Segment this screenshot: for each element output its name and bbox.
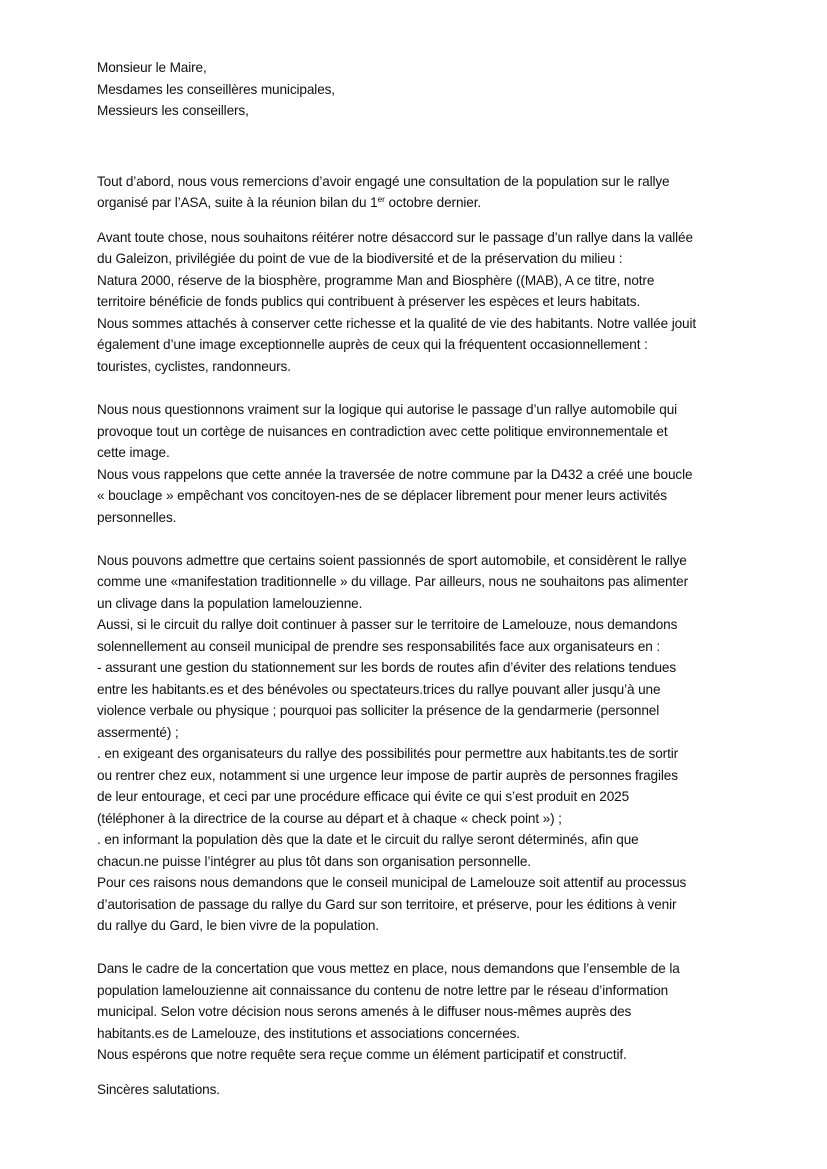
paragraph-line: Pour ces raisons nous demandons que le conseil municipal de Lamelouze soit attentif au processus: [97, 875, 687, 890]
paragraph-line: personnelles.: [97, 510, 177, 525]
paragraph-line: provoque tout un cortège de nuisances en contradiction avec cette politique environnementale et: [97, 424, 668, 439]
ordinal-superscript: er: [377, 194, 385, 204]
paragraph-line: entre les habitants.es et des bénévoles ou spectateurs.trices du rallye pouvant aller jusqu’à une: [97, 682, 661, 697]
paragraph-line: . en informant la population dès que la date et le circuit du rallye seront déterminés, afin que: [97, 832, 639, 847]
paragraph-line: du Galeizon, privilégiée du point de vue de la biodiversité et de la préservation du milieu :: [97, 251, 623, 266]
paragraph-line: Nous espérons que notre requête sera reçue comme un élément participatif et constructif.: [97, 1047, 627, 1062]
paragraph-line: Nous vous rappelons que cette année la traversée de notre commune par la D432 a créé une boucle: [97, 467, 693, 482]
paragraph-line: - assurant une gestion du stationnement sur les bords de routes afin d’éviter des relations tendues: [97, 660, 677, 675]
paragraph-line: ou rentrer chez eux, notamment si une urgence leur impose de partir auprès de personnes fragiles: [97, 768, 678, 783]
paragraph-line: . en exigeant des organisateurs du rallye des possibilités pour permettre aux habitants.tes de sortir: [97, 746, 679, 761]
paragraph-line: cette image.: [97, 445, 170, 460]
paragraph-line: un clivage dans la population lamelouzienne.: [97, 596, 363, 611]
salutation-line: Monsieur le Maire,: [97, 60, 207, 75]
paragraph-line: solennellement au conseil municipal de prendre ses responsabilités face aux organisateurs en :: [97, 639, 661, 654]
paragraph-line: Aussi, si le circuit du rallye doit continuer à passer sur le territoire de Lamelouze, nous demandons: [97, 617, 678, 632]
paragraph-line: territoire bénéficie de fonds publics qui contribuent à préserver les espèces et leurs habitats.: [97, 294, 641, 309]
intro-line: [97, 195, 481, 211]
paragraph-line: Nous sommes attachés à conserver cette richesse et la qualité de vie des habitants. Notre vallée jouit: [97, 316, 697, 331]
paragraph-line: également d’une image exceptionnelle auprès de ceux qui la fréquentent occasionnellement :: [97, 337, 648, 352]
closing-line: Sincères salutations.: [97, 1082, 220, 1097]
paragraph-line: comme une «manifestation traditionnelle » du village. Par ailleurs, nous ne souhaitons pas alimenter: [97, 574, 689, 589]
paragraph-line: (téléphoner à la directrice de la course au départ et à chaque « check point ») ;: [97, 811, 562, 826]
paragraph-line: Natura 2000, réserve de la biosphère, programme Man and Biosphère ((MAB), A ce titre, notre: [97, 273, 655, 288]
paragraph-line: chacun.ne puisse l’intégrer au plus tôt dans son organisation personnelle.: [97, 854, 531, 869]
paragraph-line: population lamelouzienne ait connaissance du contenu de notre lettre par le réseau d’information: [97, 983, 669, 998]
paragraph-line: de leur entourage, et ceci par une procédure efficace qui évite ce qui s’est produit en 2025: [97, 789, 630, 804]
intro-text: organisé par l’ASA, suite à la réunion bilan du 1: [97, 195, 378, 210]
paragraph-line: d’autorisation de passage du rallye du Gard sur son territoire, et préserve, pour les éditions à venir: [97, 897, 677, 912]
paragraph-line: Dans le cadre de la concertation que vous mettez en place, nous demandons que l’ensemble de la: [97, 961, 680, 976]
intro-line: Tout d’abord, nous vous remercions d’avoir engagé une consultation de la population sur le rallye: [97, 174, 670, 189]
paragraph-line: Nous pouvons admettre que certains soient passionnés de sport automobile, et considèrent le rallye: [97, 553, 687, 568]
intro-text: octobre dernier.: [384, 195, 482, 210]
paragraph-line: habitants.es de Lamelouze, des institutions et associations concernées.: [97, 1026, 520, 1041]
paragraph-line: assermenté) ;: [97, 725, 179, 740]
paragraph-line: violence verbale ou physique ; pourquoi pas solliciter la présence de la gendarmerie (personnel: [97, 703, 660, 718]
paragraph-line: municipal. Selon votre décision nous serons amenés à le diffuser nous-mêmes auprès des: [97, 1004, 632, 1019]
paragraph-line: du rallye du Gard, le bien vivre de la population.: [97, 918, 379, 933]
paragraph-line: « bouclage » empêchant vos concitoyen-nes de se déplacer librement pour mener leurs activités: [97, 488, 667, 503]
paragraph-line: Avant toute chose, nous souhaitons réitérer notre désaccord sur le passage d’un rallye dans la vallée: [97, 230, 693, 245]
salutation-line: Messieurs les conseillers,: [97, 103, 249, 118]
salutation-line: Mesdames les conseillères municipales,: [97, 82, 335, 97]
paragraph-line: touristes, cyclistes, randonneurs.: [97, 359, 291, 374]
paragraph-line: Nous nous questionnons vraiment sur la logique qui autorise le passage d’un rallye automobile qui: [97, 402, 678, 417]
